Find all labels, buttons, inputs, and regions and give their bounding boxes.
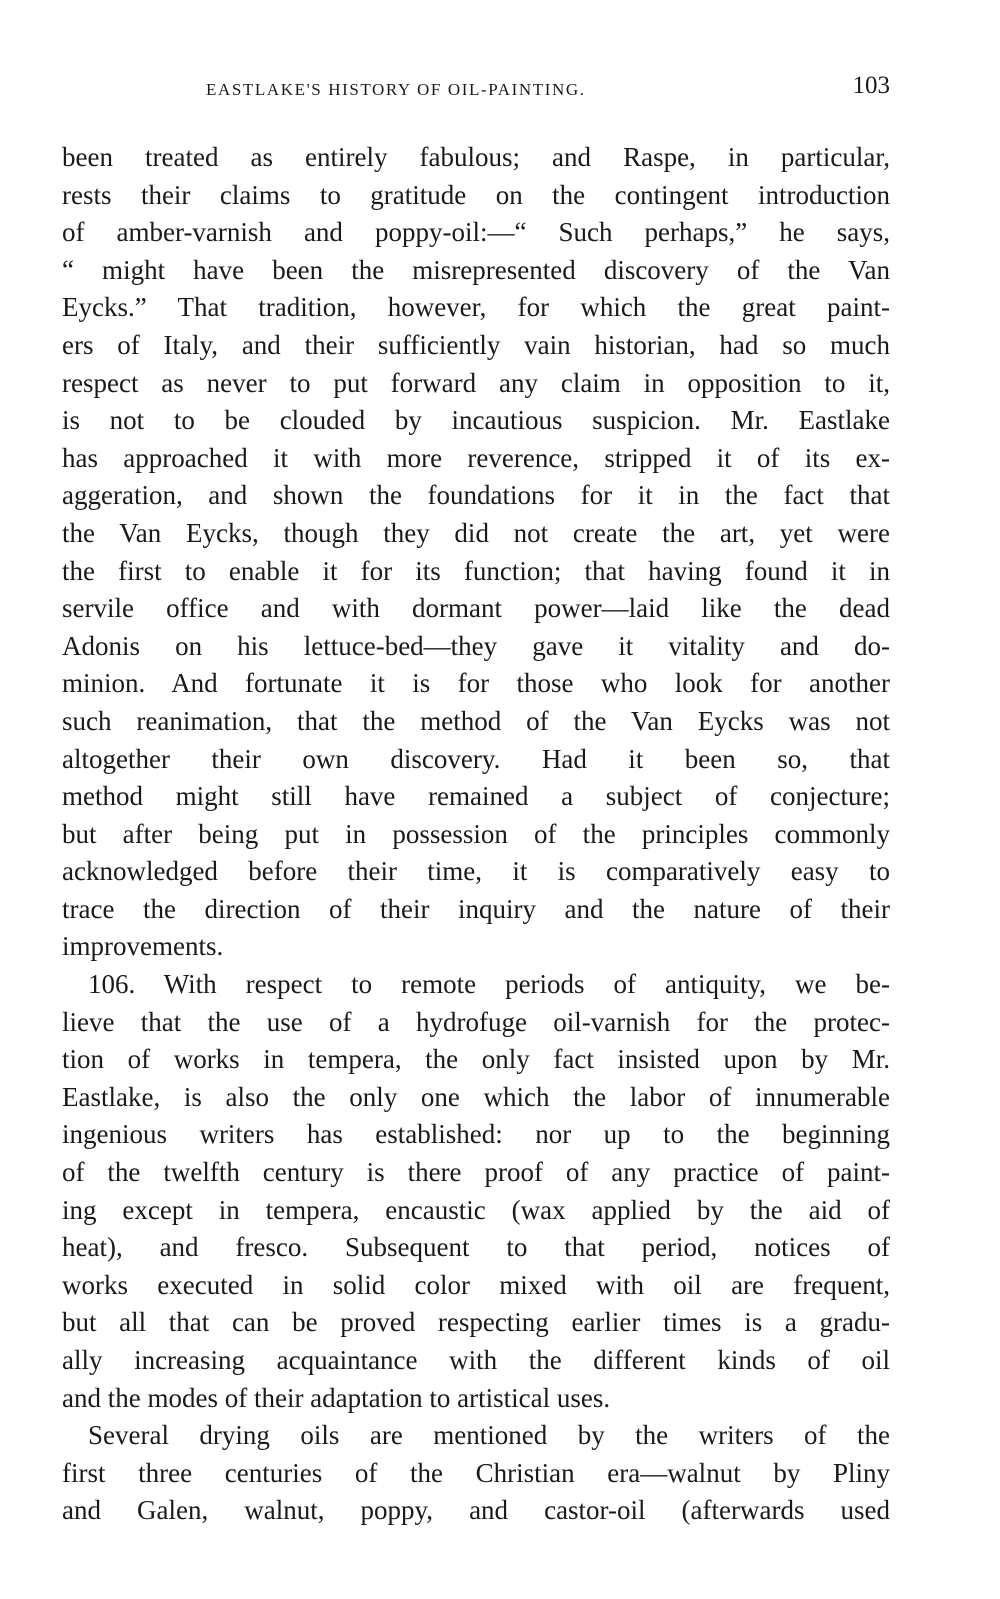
text-line: ing except in tempera, encaustic (wax applied by the aid of (62, 1194, 890, 1225)
text-line: respect as never to put forward any claim in opposition to it, (62, 367, 890, 398)
text-line: method might still have remained a subject of conjecture; (62, 781, 890, 812)
text-line: but all that can be proved respecting earlier times is a gradu- (62, 1307, 890, 1338)
text-line: and Galen, walnut, poppy, and castor-oil (afterwards used (62, 1495, 890, 1526)
text-line: Eycks.” That tradition, however, for which the great paint- (62, 292, 890, 323)
text-line: has approached it with more reverence, stripped it of its ex- (62, 442, 890, 473)
page-number: 103 (852, 72, 890, 99)
text-line: Eastlake, is also the only one which the labor of innumerable (62, 1081, 890, 1112)
text-line: the first to enable it for its function; that having found it in (62, 555, 890, 586)
text-line: been treated as entirely fabulous; and Raspe, in particular, (62, 142, 890, 172)
text-line: “ might have been the misrepresented discovery of the Van (62, 254, 890, 285)
text-line: of amber-varnish and poppy-oil:—“ Such perhaps,” he says, (62, 217, 890, 248)
page-header (200, 72, 890, 108)
text-line: minion. And fortunate it is for those who look for another (62, 668, 890, 699)
text-line: ers of Italy, and their sufficiently vain historian, had so much (62, 329, 890, 360)
text-line: but after being put in possession of the principles commonly (62, 818, 890, 849)
text-line: of the twelfth century is there proof of any practice of paint- (62, 1157, 890, 1188)
text-line: the Van Eycks, though they did not create the art, yet were (62, 517, 890, 548)
text-line: tion of works in tempera, the only fact insisted upon by Mr. (62, 1044, 890, 1075)
text-line: aggeration, and shown the foundations for it in the fact that (62, 480, 890, 511)
text-line: works executed in solid color mixed with oil are frequent, (62, 1269, 890, 1300)
text-line: acknowledged before their time, it is comparatively easy to (62, 856, 890, 887)
text-line: ally increasing acquaintance with the different kinds of oil (62, 1345, 890, 1375)
paragraph-end-line: and the modes of their adaptation to artistical uses. (62, 1382, 611, 1413)
text-line: altogether their own discovery. Had it been so, that (62, 743, 890, 774)
text-line: heat), and fresco. Subsequent to that period, notices of (62, 1232, 890, 1263)
text-line: trace the direction of their inquiry and the nature of their (62, 893, 890, 924)
text-line: ingenious writers has established: nor up to the beginning (62, 1119, 890, 1150)
text-line: such reanimation, that the method of the Van Eycks was not (62, 705, 890, 736)
paragraph-end-line: improvements. (62, 931, 224, 962)
body-text (62, 139, 890, 1530)
paragraph-start-line: Several drying oils are mentioned by the writers of the (88, 1420, 890, 1451)
section-106-start: 106. With respect to remote periods of antiquity, we be- (88, 969, 890, 1000)
text-line: first three centuries of the Christian era—walnut by Pliny (62, 1457, 890, 1488)
text-line: rests their claims to gratitude on the contingent introduction (62, 179, 890, 210)
text-line: servile office and with dormant power—laid like the dead (62, 593, 890, 624)
running-head: EASTLAKE'S HISTORY OF OIL-PAINTING. (206, 80, 586, 99)
text-line: lieve that the use of a hydrofuge oil-varnish for the protec- (62, 1006, 890, 1037)
text-line: Adonis on his lettuce-bed—they gave it vitality and do- (62, 630, 890, 661)
text-line: is not to be clouded by incautious suspicion. Mr. Eastlake (62, 405, 890, 436)
